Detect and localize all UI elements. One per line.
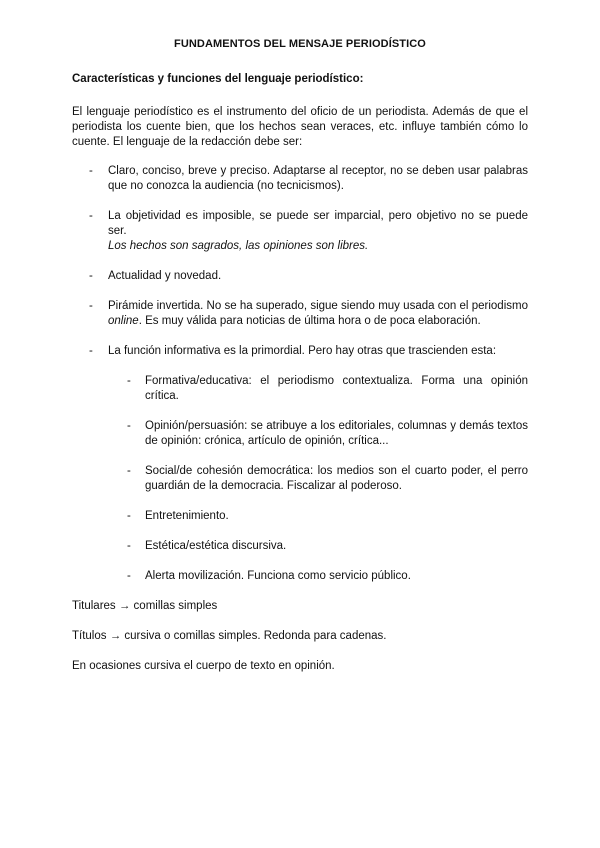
list-item [72, 299, 528, 329]
list-item [72, 209, 528, 254]
sub-list-item [72, 464, 528, 494]
list-item [72, 344, 528, 359]
sub-list-item [72, 509, 528, 524]
list-dash: - [89, 345, 93, 357]
list-dash: - [89, 210, 93, 222]
list-item-text-after: . Es muy válida para noticias de última hora o de poca elaboración. [138, 315, 481, 327]
sub-list [72, 374, 528, 584]
list-item-italic-text: Los hechos son sagrados, las opiniones son libres. [108, 240, 369, 252]
sub-list-item [72, 374, 528, 404]
document-title: FUNDAMENTOS DEL MENSAJE PERIODÍSTICO [174, 38, 426, 50]
sub-list-item-text: Estética/estética discursiva. [145, 540, 287, 552]
list-dash: - [127, 540, 131, 552]
section-heading: Características y funciones del lenguaje periodístico: [72, 73, 364, 85]
list-dash: - [127, 570, 131, 582]
list-dash: - [127, 420, 131, 432]
list-item [72, 269, 528, 284]
sub-list-item-text: Entretenimiento. [145, 510, 229, 522]
sub-list-item [72, 419, 528, 449]
note-titulos: Títulos → cursiva o comillas simples. Redonda para cadenas. [72, 630, 387, 642]
list-item-text: La objetividad es imposible, se puede ser imparcial, pero objetivo no se puede ser. [108, 210, 528, 237]
main-list [72, 164, 528, 359]
list-item-text: Pirámide invertida. No se ha superado, sigue siendo muy usada con el periodismo [108, 300, 528, 312]
intro-paragraph: El lenguaje periodístico es el instrumento del oficio de un periodista. Además de que el periodista los cuente bien, que los hechos sean veraces, etc. influye también cómo lo cuente. El lenguaje de la redacción debe ser: [72, 106, 528, 148]
note-titulares: Titulares → comillas simples [72, 600, 218, 612]
note-opinion: En ocasiones cursiva el cuerpo de texto en opinión. [72, 660, 335, 672]
list-dash: - [127, 510, 131, 522]
list-dash: - [89, 165, 93, 177]
sub-list-item-text: Formativa/educativa: el periodismo contextualiza. Forma una opinión crítica. [145, 375, 528, 402]
sub-list-item [72, 539, 528, 554]
list-dash: - [89, 270, 93, 282]
sub-list-item-text: Social/de cohesión democrática: los medios son el cuarto poder, el perro guardián de la democracia. Fiscalizar al poderoso. [145, 465, 528, 492]
list-item [72, 164, 528, 194]
sub-list-item-text: Opinión/persuasión: se atribuye a los editoriales, columnas y demás textos de opinión: crónica, artículo de opinión, crítica... [145, 420, 528, 447]
list-item-italic-word: online [108, 315, 139, 327]
list-item-text: La función informativa es la primordial. Pero hay otras que trascienden esta: [108, 345, 497, 357]
list-dash: - [127, 465, 131, 477]
list-dash: - [89, 300, 93, 312]
list-item-text: Actualidad y novedad. [108, 270, 222, 282]
sub-list-item-text: Alerta movilización. Funciona como servicio público. [145, 570, 411, 582]
list-dash: - [127, 375, 131, 387]
sub-list-item [72, 569, 528, 584]
list-item-text: Claro, conciso, breve y preciso. Adaptarse al receptor, no se deben usar palabras que no conozca la audiencia (no tecnicismos). [108, 165, 528, 192]
